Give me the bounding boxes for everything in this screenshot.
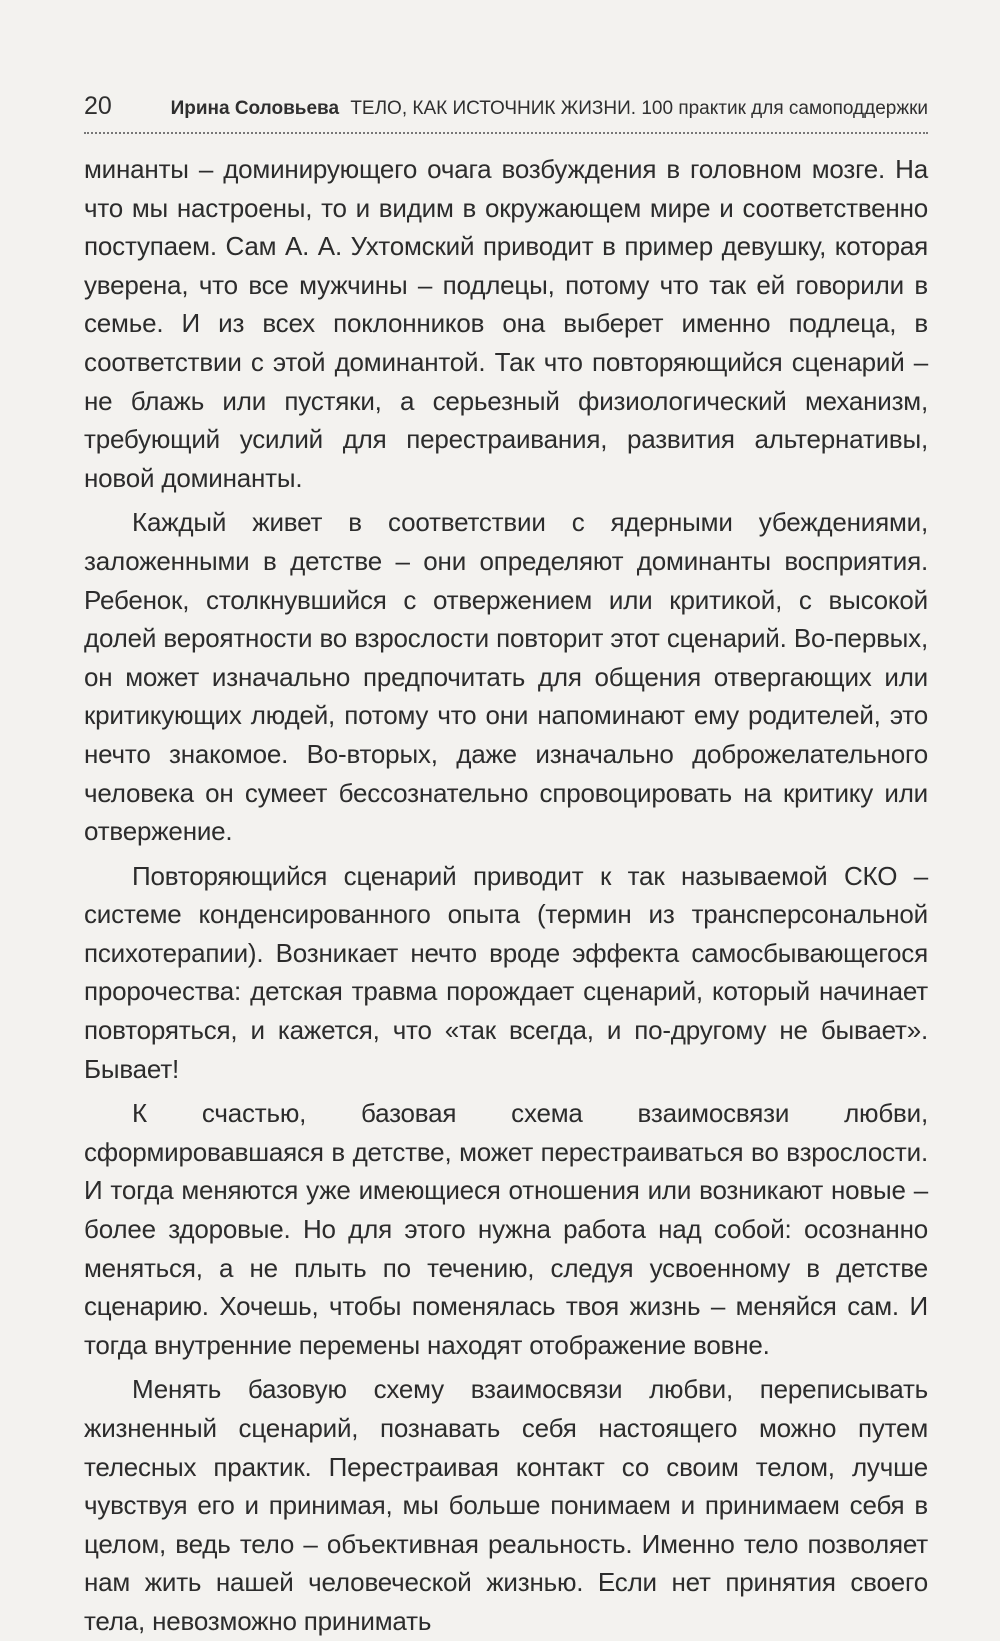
header-title bbox=[171, 98, 928, 120]
page-number: 20 bbox=[84, 92, 112, 120]
paragraph-2: Каждый живет в соответствии с ядерными убеждениями, заложенными в детстве – они определяют доминанты восприятия. Ребенок, столкнувшийся с отвержением или критикой, с высокой долей вероятности во взрослости повторит этот сценарий. Во-первых, он может изначально предпочитать для общения отвергающих или критикующих людей, потому что они напоминают ему родителей, это нечто знакомое. Во-вторых, даже изначально доброжелательного человека он сумеет бессознательно спровоцировать на критику или отвержение. bbox=[84, 507, 928, 847]
paragraph-5: Менять базовую схему взаимосвязи любви, переписывать жизненный сценарий, познавать себя настоящего можно путем телесных практик. Перестраивая контакт со своим телом, лучше чувствуя его и принимая, мы больше понимаем и принимаем себя в целом, ведь тело – объективная реальность. Именно тело позволяет нам жить нашей человеческой жизнью. Если нет принятия своего тела, невозможно принимать bbox=[84, 1374, 928, 1636]
running-head bbox=[84, 92, 928, 126]
header-book-title: ТЕЛО, КАК ИСТОЧНИК ЖИЗНИ. 100 практик для самоподдержки bbox=[350, 98, 928, 119]
paragraph-1: минанты – доминирующего очага возбуждения в головном мозге. На что мы настроены, то и видим в окружающем мире и соответственно поступаем. Сам А. А. Ухтомский приводит в пример девушку, которая уверена, что все мужчины – подлецы, потому что так ей говорили в семье. И из всех поклонников она выберет именно подлеца, в соответствии с этой доминантой. Так что повторяющийся сценарий – не блажь или пустяки, а серьезный физиологический механизм, требующий усилий для перестраивания, развития альтернативы, новой доминанты. bbox=[84, 154, 928, 493]
body-text bbox=[84, 150, 928, 1641]
header-dotted-rule bbox=[84, 132, 928, 134]
header-author: Ирина Соловьева bbox=[170, 98, 340, 119]
paragraph-3: Повторяющийся сценарий приводит к так называемой СКО – системе конденсированного опыта (термин из трансперсональной психотерапии). Возникает нечто вроде эффекта самосбывающегося пророчества: детская травма порождает сценарий, который начинает повторяться, и кажется, что «так всегда, и по-другому не бывает». Бывает! bbox=[84, 860, 928, 1084]
paragraph-4: К счастью, базовая схема взаимосвязи любви, сформировавшаяся в детстве, может перестраиваться во взрослости. И тогда меняются уже имеющиеся отношения или возникают новые – более здоровые. Но для этого нужна работа над собой: осознанно меняться, а не плыть по течению, следуя усвоенному в детстве сценарию. Хочешь, чтобы поменялась твоя жизнь – меняйся сам. И тогда внутренние перемены находят отображение вовне. bbox=[84, 1098, 928, 1360]
